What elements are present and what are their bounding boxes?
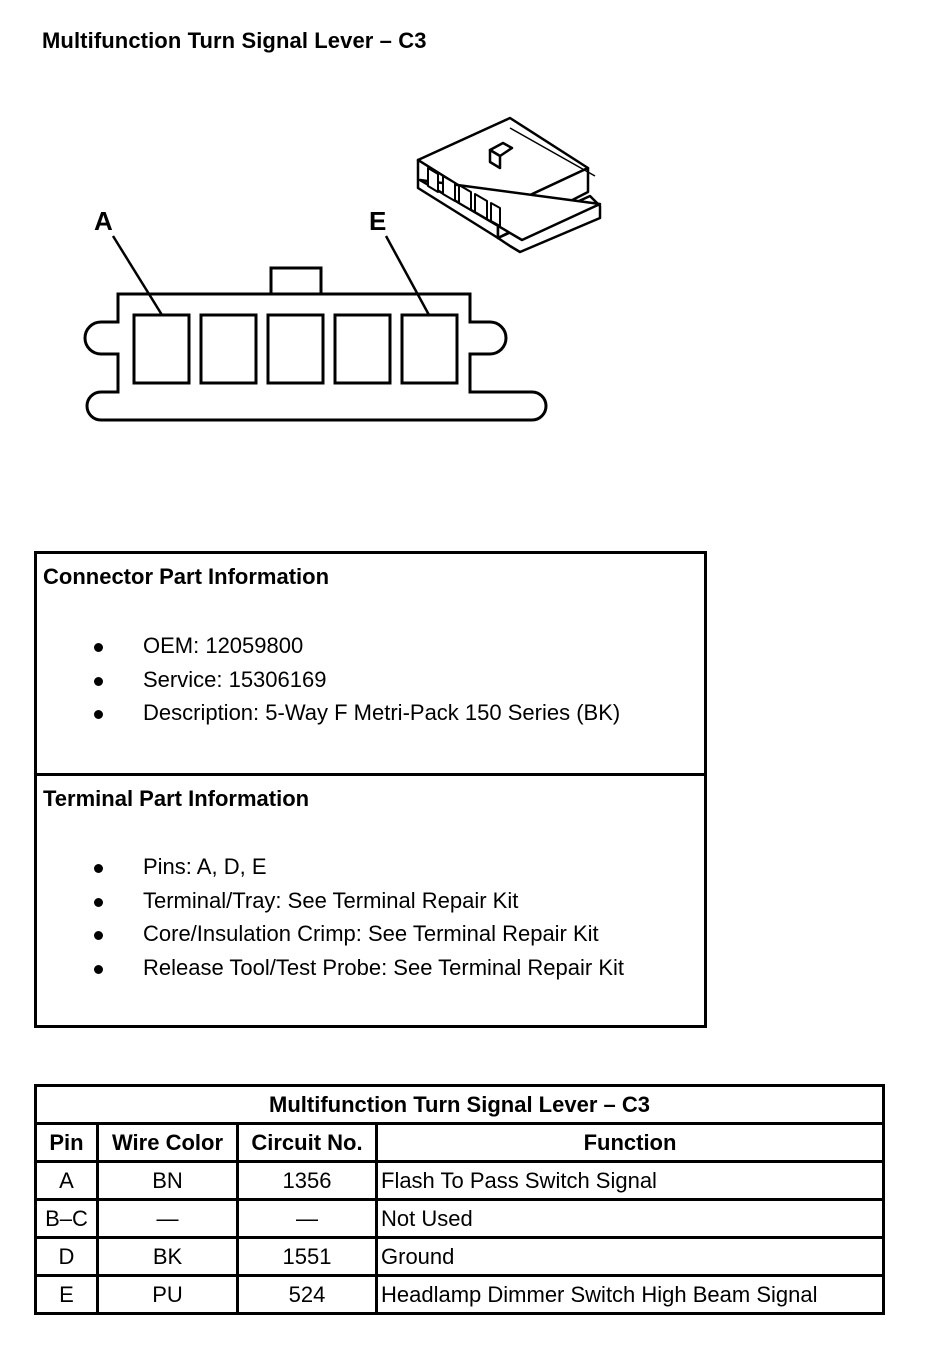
table-row [36, 1162, 884, 1200]
bullet-icon [94, 643, 103, 652]
column-header-function: Function [377, 1124, 884, 1162]
column-header-pin: Pin [36, 1124, 98, 1162]
cavity-e [402, 315, 457, 383]
function-cell: Not Used [377, 1200, 884, 1238]
circuit-cell: 524 [238, 1276, 377, 1314]
part-info-box [34, 551, 707, 1028]
wire-color-cell: BN [98, 1162, 238, 1200]
pin-cell: E [36, 1276, 98, 1314]
bullet-icon [94, 710, 103, 719]
table-caption-row [36, 1086, 884, 1124]
wire-color-cell: BK [98, 1238, 238, 1276]
column-header-wire-color: Wire Color [98, 1124, 238, 1162]
pin-label-a: A [94, 206, 113, 236]
table-header-row [36, 1124, 884, 1162]
pin-cell: D [36, 1238, 98, 1276]
connector-part-info: Connector Part Information OEM: 12059800 Service: 15306169 Description: 5-Way F Metri-Pack 150 Series (BK) [37, 554, 704, 776]
table-row [36, 1238, 884, 1276]
column-header-circuit: Circuit No. [238, 1124, 377, 1162]
table-caption: Multifunction Turn Signal Lever – C3 [36, 1086, 884, 1124]
connector-3d-illustration [418, 118, 600, 252]
cavities [134, 315, 457, 383]
cavity-d [335, 315, 390, 383]
bullet-icon [94, 931, 103, 940]
bullet-icon [94, 898, 103, 907]
table-row [36, 1200, 884, 1238]
bullet-icon [94, 677, 103, 686]
pin-table [34, 1084, 885, 1315]
circuit-cell: — [238, 1200, 377, 1238]
cavity-c [268, 315, 323, 383]
circuit-cell: 1551 [238, 1238, 377, 1276]
pin-cell: B–C [36, 1200, 98, 1238]
pin-cell: A [36, 1162, 98, 1200]
table-row [36, 1276, 884, 1314]
pin-label-e: E [369, 206, 387, 236]
wire-color-cell: PU [98, 1276, 238, 1314]
cavity-b [201, 315, 256, 383]
cavity-a [134, 315, 189, 383]
connector-info-heading: Connector Part Information [43, 564, 330, 589]
function-cell: Headlamp Dimmer Switch High Beam Signal [377, 1276, 884, 1314]
bullet-icon [94, 965, 103, 974]
wire-color-cell: — [98, 1200, 238, 1238]
terminal-part-info: Terminal Part Information Pins: A, D, E Terminal/Tray: See Terminal Repair Kit Core/Insulation Crimp: See Terminal Repair Kit Release Tool/Test Probe: See Terminal Repair Kit [43, 786, 624, 980]
terminal-info-heading: Terminal Part Information [43, 786, 310, 811]
function-cell: Ground [377, 1238, 884, 1276]
bullet-icon [94, 864, 103, 873]
connector-diagram [0, 0, 928, 540]
page-title: Multifunction Turn Signal Lever – C3 [42, 28, 427, 53]
function-cell: Flash To Pass Switch Signal [377, 1162, 884, 1200]
circuit-cell: 1356 [238, 1162, 377, 1200]
